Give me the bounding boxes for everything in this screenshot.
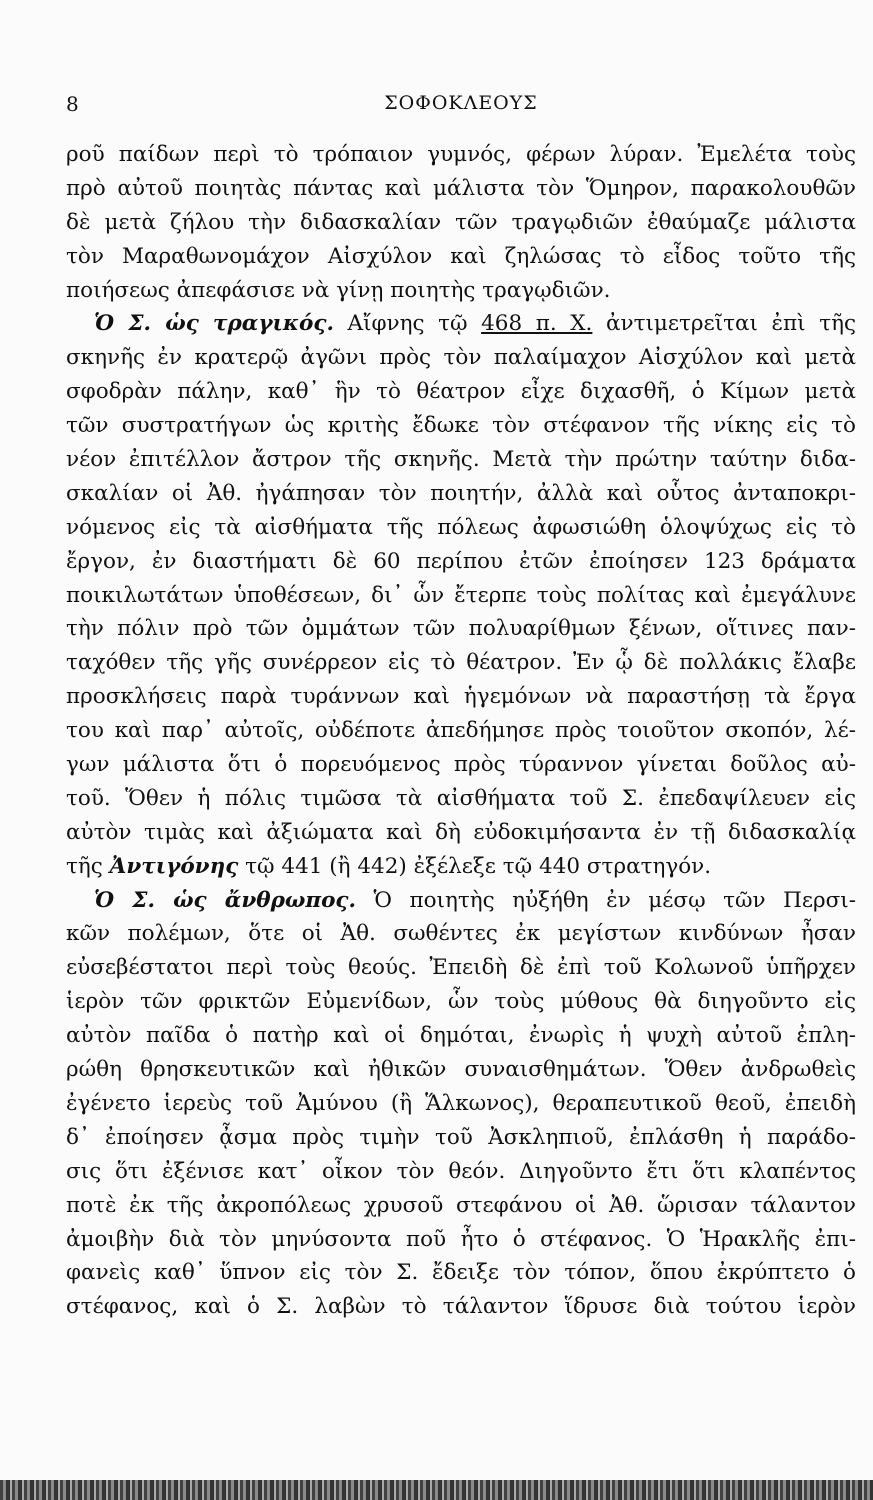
text-line: του καὶ παρ᾽ αὐτοῖς, οὐδέποτε ἀπεδήμησε πρὸς τοιοῦτον σκοπόν, λέ-: [66, 718, 856, 744]
text-line: στέφανος, καὶ ὁ Σ. λαβὼν τὸ τάλαντον ἵδρυσε διὰ τούτου ἱερὸν: [66, 1294, 856, 1320]
text-line: σις ὅτι ἐξένισε κατ᾽ οἶκον τὸν θεόν. Διηγοῦντο ἔτι ὅτι κλαπέντος: [66, 1158, 856, 1184]
text-line: κῶν πολέμων, ὅτε οἱ Ἀθ. σωθέντες ἐκ μεγίστων κινδύνων ἦσαν: [66, 921, 856, 947]
text-line: ἔργον, ἐν διαστήματι δὲ 60 περίπου ἐτῶν ἐποίησεν 123 δράματα: [66, 548, 856, 574]
text-line: τὴν πόλιν πρὸ τῶν ὀμμάτων τῶν πολυαρίθμων ξένων, οἵτινες παν-: [66, 616, 856, 642]
text-line: ποικιλωτάτων ὑποθέσεων, δι᾽ ὧν ἔτερπε τοὺς πολίτας καὶ ἐμεγάλυνε: [66, 582, 856, 608]
section-heading-tragic: Ὁ Σ. ὡς τραγικός.: [94, 311, 334, 337]
page-number: 8: [66, 92, 79, 116]
text-line: νέον ἐπιτέλλον ἄστρον τῆς σκηνῆς. Μετὰ τὴν πρώτην ταύτην διδα-: [66, 447, 856, 473]
text-line: σκηνῆς ἐν κρατερῷ ἀγῶνι πρὸς τὸν παλαίμαχον Αἰσχύλον καὶ μετὰ: [66, 345, 856, 371]
text-line: ἐγένετο ἱερεὺς τοῦ Ἀμύνου (ἢ Ἅλκωνος), θεραπευτικοῦ θεοῦ, ἐπειδὴ: [66, 1090, 856, 1116]
text-line: ποτὲ ἐκ τῆς ἀκροπόλεως χρυσοῦ στεφάνου οἱ Ἀθ. ὥρισαν τάλαντον: [66, 1192, 856, 1218]
text-line: φανεὶς καθ᾽ ὕπνον εἰς τὸν Σ. ἔδειξε τὸν τόπον, ὅπου ἐκρύπτετο ὁ: [66, 1260, 856, 1286]
text-line: αὐτὸν παῖδα ὁ πατὴρ καὶ οἱ δημόται, ἐνωρὶς ἡ ψυχὴ αὐτοῦ ἐπλη-: [66, 1023, 856, 1049]
text-line: εὐσεβέστατοι περὶ τοὺς θεούς. Ἐπειδὴ δὲ ἐπὶ τοῦ Κολωνοῦ ὑπῆρχεν: [66, 955, 856, 981]
section-heading-man: Ὁ Σ. ὡς ἄνθρωπος.: [94, 887, 357, 913]
text-line: ἱερὸν τῶν φρικτῶν Εὐμενίδων, ὧν τοὺς μύθους θὰ διηγοῦντο εἰς: [66, 989, 856, 1015]
text-line: ταχόθεν τῆς γῆς συνέρρεον εἰς τὸ θέατρον. Ἐν ᾧ δὲ πολλάκις ἔλαβε: [66, 650, 856, 676]
text-line: αὐτὸν τιμὰς καὶ ἀξιώματα καὶ δὴ εὐδοκιμήσαντα ἐν τῇ διδασκαλίᾳ: [66, 819, 856, 845]
text-line: Ὁ Σ. ὡς τραγικός. Αἴφνης τῷ 468 π. Χ. ἀντιμετρεῖται ἐπὶ τῆς: [94, 311, 856, 337]
text-line: τῆς Ἀντιγόνης τῷ 441 (ἢ 442) ἐξέλεξε τῷ 440 στρατηγόν.: [66, 853, 712, 879]
text-line: ροῦ παίδων περὶ τὸ τρόπαιον γυμνός, φέρων λύραν. Ἐμελέτα τοὺς: [66, 142, 856, 167]
text-line: προσκλήσεις παρὰ τυράννων καὶ ἡγεμόνων νὰ παραστήσῃ τὰ ἔργα: [66, 684, 856, 710]
scan-bottom-edge: [0, 1480, 873, 1500]
text-line: ἀμοιβὴν διὰ τὸν μηνύσοντα ποῦ ἦτο ὁ στέφανος. Ὁ Ἡρακλῆς ἐπι-: [66, 1226, 856, 1252]
body-text: [66, 138, 856, 1324]
text-line: δ᾽ ἐποίησεν ᾆσμα πρὸς τιμὴν τοῦ Ἀσκληπιοῦ, ἐπλάσθη ἡ παράδο-: [66, 1124, 856, 1150]
running-title: ΣΟΦΟΚΛΕΟΥΣ: [384, 92, 538, 114]
antigone-title: Ἀντιγόνης: [109, 853, 239, 879]
text-line: τοῦ. Ὅθεν ἡ πόλις τιμῶσα τὰ αἰσθήματα τοῦ Σ. ἐπεδαψίλευεν εἰς: [66, 785, 856, 811]
underlined-date: 468 π. Χ.: [481, 311, 593, 337]
text-line: Ὁ Σ. ὡς ἄνθρωπος. Ὁ ποιητὴς ηὐξήθη ἐν μέσῳ τῶν Περσι-: [94, 887, 856, 913]
text-line: τὸν Μαραθωνομάχον Αἰσχύλον καὶ ζηλώσας τὸ εἶδος τοῦτο τῆς: [66, 243, 856, 269]
text-line: γων μάλιστα ὅτι ὁ πορευόμενος πρὸς τύραννον γίνεται δοῦλος αὐ-: [66, 752, 856, 778]
text-line: σκαλίαν οἱ Ἀθ. ἠγάπησαν τὸν ποιητήν, ἀλλὰ καὶ οὗτος ἀνταποκρι-: [66, 480, 856, 506]
text-line: ρώθη θρησκευτικῶν καὶ ἠθικῶν συναισθημάτων. Ὅθεν ἀνδρωθεὶς: [66, 1057, 856, 1083]
page-header: [66, 92, 856, 122]
text-line: τῶν συστρατήγων ὡς κριτὴς ἔδωκε τὸν στέφανον τῆς νίκης εἰς τὸ: [66, 413, 856, 439]
text-line: σφοδρὰν πάλην, καθ᾽ ἣν τὸ θέατρον εἶχε διχασθῆ, ὁ Κίμων μετὰ: [66, 379, 856, 405]
text-line: νόμενος εἰς τὰ αἰσθήματα τῆς πόλεως ἀφωσιώθη ὁλοψύχως εἰς τὸ: [66, 514, 856, 540]
text-line: δὲ μετὰ ζήλου τὴν διδασκαλίαν τῶν τραγῳδιῶν ἐθαύμαζε μάλιστα: [66, 209, 856, 235]
text-line: ποιήσεως ἀπεφάσισε νὰ γίνῃ ποιητὴς τραγῳδιῶν.: [66, 277, 611, 303]
text-line: πρὸ αὐτοῦ ποιητὰς πάντας καὶ μάλιστα τὸν Ὅμηρον, παρακολουθῶν: [66, 175, 856, 201]
